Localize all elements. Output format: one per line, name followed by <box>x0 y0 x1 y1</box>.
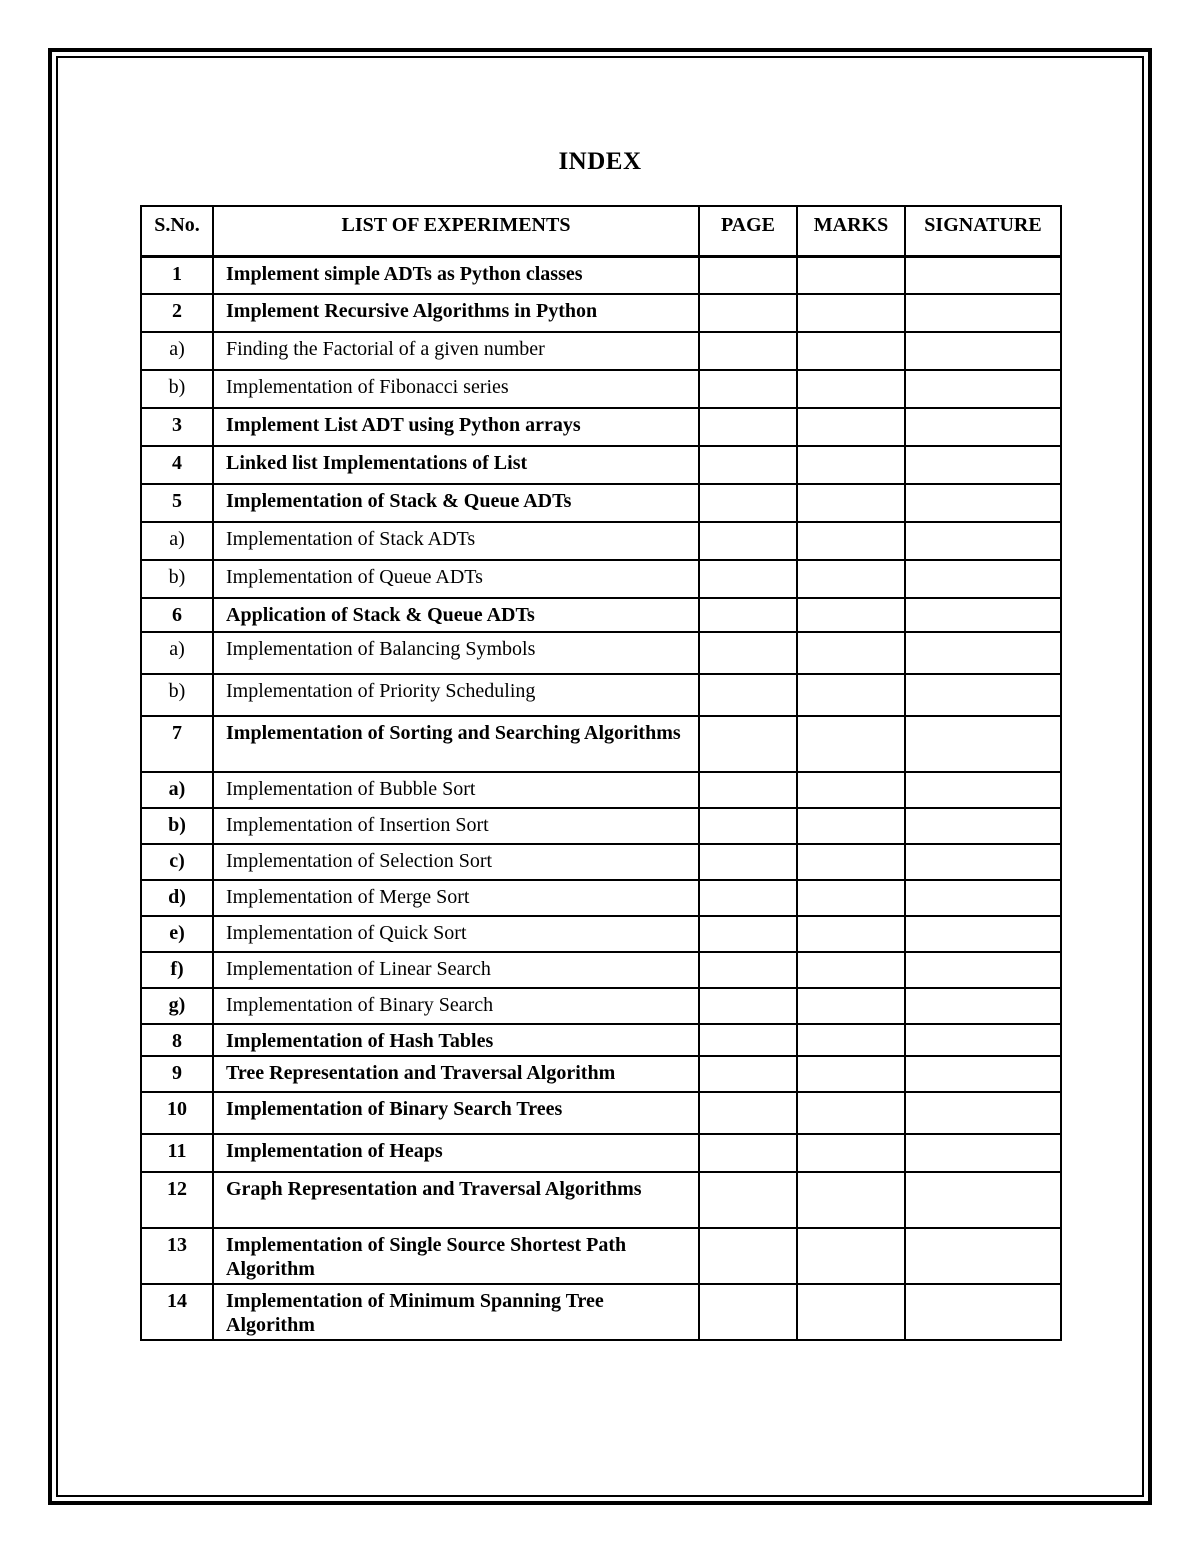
row-experiment: Implementation of Quick Sort <box>213 916 699 952</box>
row-experiment: Implementation of Balancing Symbols <box>213 632 699 674</box>
table-row <box>141 844 1061 880</box>
row-page-cell <box>699 1284 797 1340</box>
row-marks-cell <box>797 632 905 674</box>
row-signature-cell <box>905 772 1061 808</box>
row-marks-cell <box>797 1092 905 1134</box>
table-row <box>141 332 1061 370</box>
row-signature-cell <box>905 916 1061 952</box>
row-sno: b) <box>141 674 213 716</box>
row-signature-cell <box>905 716 1061 772</box>
table-row <box>141 772 1061 808</box>
row-signature-cell <box>905 1056 1061 1092</box>
row-marks-cell <box>797 1172 905 1228</box>
row-marks-cell <box>797 772 905 808</box>
row-sno: 12 <box>141 1172 213 1228</box>
row-sno: 10 <box>141 1092 213 1134</box>
row-page-cell <box>699 988 797 1024</box>
row-page-cell <box>699 408 797 446</box>
row-page-cell <box>699 1172 797 1228</box>
header-signature: SIGNATURE <box>905 206 1061 256</box>
row-signature-cell <box>905 332 1061 370</box>
row-page-cell <box>699 522 797 560</box>
row-marks-cell <box>797 256 905 294</box>
row-marks-cell <box>797 294 905 332</box>
table-row <box>141 716 1061 772</box>
row-sno: 7 <box>141 716 213 772</box>
row-signature-cell <box>905 988 1061 1024</box>
row-experiment: Implementation of Sorting and Searching Algorithms <box>213 716 699 772</box>
row-experiment: Linked list Implementations of List <box>213 446 699 484</box>
table-header-row <box>141 206 1061 256</box>
row-marks-cell <box>797 560 905 598</box>
row-experiment: Implementation of Stack ADTs <box>213 522 699 560</box>
row-signature-cell <box>905 952 1061 988</box>
row-experiment: Implementation of Hash Tables <box>213 1024 699 1056</box>
row-sno: 6 <box>141 598 213 632</box>
table-row <box>141 484 1061 522</box>
row-sno: e) <box>141 916 213 952</box>
row-marks-cell <box>797 988 905 1024</box>
table-row <box>141 1024 1061 1056</box>
row-experiment: Implement Recursive Algorithms in Python <box>213 294 699 332</box>
row-signature-cell <box>905 880 1061 916</box>
row-marks-cell <box>797 484 905 522</box>
header-marks: MARKS <box>797 206 905 256</box>
row-page-cell <box>699 772 797 808</box>
row-signature-cell <box>905 844 1061 880</box>
row-sno: a) <box>141 522 213 560</box>
table-row <box>141 1056 1061 1092</box>
row-sno: a) <box>141 632 213 674</box>
table-row <box>141 674 1061 716</box>
row-sno: b) <box>141 808 213 844</box>
row-experiment: Tree Representation and Traversal Algorithm <box>213 1056 699 1092</box>
row-signature-cell <box>905 560 1061 598</box>
row-page-cell <box>699 952 797 988</box>
row-page-cell <box>699 632 797 674</box>
row-experiment: Implementation of Binary Search Trees <box>213 1092 699 1134</box>
table-row <box>141 370 1061 408</box>
row-marks-cell <box>797 716 905 772</box>
row-sno: g) <box>141 988 213 1024</box>
row-experiment: Implement List ADT using Python arrays <box>213 408 699 446</box>
row-sno: 5 <box>141 484 213 522</box>
row-signature-cell <box>905 1024 1061 1056</box>
row-marks-cell <box>797 1024 905 1056</box>
row-sno: b) <box>141 370 213 408</box>
row-signature-cell <box>905 522 1061 560</box>
row-signature-cell <box>905 446 1061 484</box>
page-title: INDEX <box>558 148 642 175</box>
row-marks-cell <box>797 332 905 370</box>
row-sno: 4 <box>141 446 213 484</box>
row-marks-cell <box>797 370 905 408</box>
table-row <box>141 256 1061 294</box>
table-row <box>141 632 1061 674</box>
row-sno: 13 <box>141 1228 213 1284</box>
row-signature-cell <box>905 674 1061 716</box>
row-marks-cell <box>797 522 905 560</box>
row-sno: 11 <box>141 1134 213 1172</box>
table-row <box>141 522 1061 560</box>
table-row <box>141 1134 1061 1172</box>
table-row <box>141 1092 1061 1134</box>
row-signature-cell <box>905 1172 1061 1228</box>
header-page: PAGE <box>699 206 797 256</box>
row-signature-cell <box>905 598 1061 632</box>
row-signature-cell <box>905 370 1061 408</box>
row-signature-cell <box>905 1092 1061 1134</box>
row-signature-cell <box>905 1228 1061 1284</box>
row-marks-cell <box>797 916 905 952</box>
row-signature-cell <box>905 256 1061 294</box>
row-page-cell <box>699 294 797 332</box>
header-sno: S.No. <box>141 206 213 256</box>
row-signature-cell <box>905 808 1061 844</box>
row-page-cell <box>699 716 797 772</box>
row-page-cell <box>699 1024 797 1056</box>
row-page-cell <box>699 916 797 952</box>
row-sno: d) <box>141 880 213 916</box>
row-experiment: Implementation of Selection Sort <box>213 844 699 880</box>
row-experiment: Implementation of Minimum Spanning Tree Algorithm <box>213 1284 699 1340</box>
row-experiment: Application of Stack & Queue ADTs <box>213 598 699 632</box>
table-row <box>141 1172 1061 1228</box>
row-marks-cell <box>797 808 905 844</box>
row-experiment: Implementation of Binary Search <box>213 988 699 1024</box>
row-experiment: Implementation of Linear Search <box>213 952 699 988</box>
row-page-cell <box>699 256 797 294</box>
row-sno: a) <box>141 332 213 370</box>
row-sno: a) <box>141 772 213 808</box>
row-sno: 2 <box>141 294 213 332</box>
row-signature-cell <box>905 484 1061 522</box>
row-page-cell <box>699 1056 797 1092</box>
table-row <box>141 598 1061 632</box>
row-experiment: Implement simple ADTs as Python classes <box>213 256 699 294</box>
row-experiment: Implementation of Queue ADTs <box>213 560 699 598</box>
row-sno: f) <box>141 952 213 988</box>
row-marks-cell <box>797 880 905 916</box>
row-experiment: Implementation of Priority Scheduling <box>213 674 699 716</box>
row-experiment: Implementation of Bubble Sort <box>213 772 699 808</box>
row-marks-cell <box>797 1134 905 1172</box>
row-sno: 9 <box>141 1056 213 1092</box>
table-row <box>141 988 1061 1024</box>
table-row <box>141 1228 1061 1284</box>
row-sno: 3 <box>141 408 213 446</box>
row-page-cell <box>699 1228 797 1284</box>
row-sno: 1 <box>141 256 213 294</box>
table-row <box>141 880 1061 916</box>
row-marks-cell <box>797 1228 905 1284</box>
row-signature-cell <box>905 1284 1061 1340</box>
row-experiment: Graph Representation and Traversal Algorithms <box>213 1172 699 1228</box>
row-page-cell <box>699 808 797 844</box>
table-row <box>141 808 1061 844</box>
row-page-cell <box>699 484 797 522</box>
row-experiment: Implementation of Merge Sort <box>213 880 699 916</box>
experiments-table <box>140 205 1062 1341</box>
row-page-cell <box>699 370 797 408</box>
row-marks-cell <box>797 408 905 446</box>
row-marks-cell <box>797 674 905 716</box>
row-experiment: Finding the Factorial of a given number <box>213 332 699 370</box>
table-row <box>141 446 1061 484</box>
row-experiment: Implementation of Heaps <box>213 1134 699 1172</box>
row-page-cell <box>699 1092 797 1134</box>
row-experiment: Implementation of Single Source Shortest Path Algorithm <box>213 1228 699 1284</box>
row-marks-cell <box>797 844 905 880</box>
row-signature-cell <box>905 632 1061 674</box>
row-page-cell <box>699 844 797 880</box>
table-row <box>141 1284 1061 1340</box>
table-row <box>141 408 1061 446</box>
row-marks-cell <box>797 1284 905 1340</box>
row-page-cell <box>699 674 797 716</box>
row-page-cell <box>699 332 797 370</box>
table-row <box>141 952 1061 988</box>
row-marks-cell <box>797 598 905 632</box>
row-marks-cell <box>797 952 905 988</box>
row-sno: c) <box>141 844 213 880</box>
row-experiment: Implementation of Stack & Queue ADTs <box>213 484 699 522</box>
row-marks-cell <box>797 1056 905 1092</box>
row-page-cell <box>699 598 797 632</box>
row-marks-cell <box>797 446 905 484</box>
row-page-cell <box>699 446 797 484</box>
row-signature-cell <box>905 294 1061 332</box>
row-page-cell <box>699 880 797 916</box>
header-experiments: LIST OF EXPERIMENTS <box>213 206 699 256</box>
row-sno: 8 <box>141 1024 213 1056</box>
row-sno: 14 <box>141 1284 213 1340</box>
row-signature-cell <box>905 408 1061 446</box>
row-page-cell <box>699 560 797 598</box>
table-row <box>141 560 1061 598</box>
row-experiment: Implementation of Fibonacci series <box>213 370 699 408</box>
row-page-cell <box>699 1134 797 1172</box>
row-experiment: Implementation of Insertion Sort <box>213 808 699 844</box>
table-row <box>141 294 1061 332</box>
row-signature-cell <box>905 1134 1061 1172</box>
table-row <box>141 916 1061 952</box>
row-sno: b) <box>141 560 213 598</box>
